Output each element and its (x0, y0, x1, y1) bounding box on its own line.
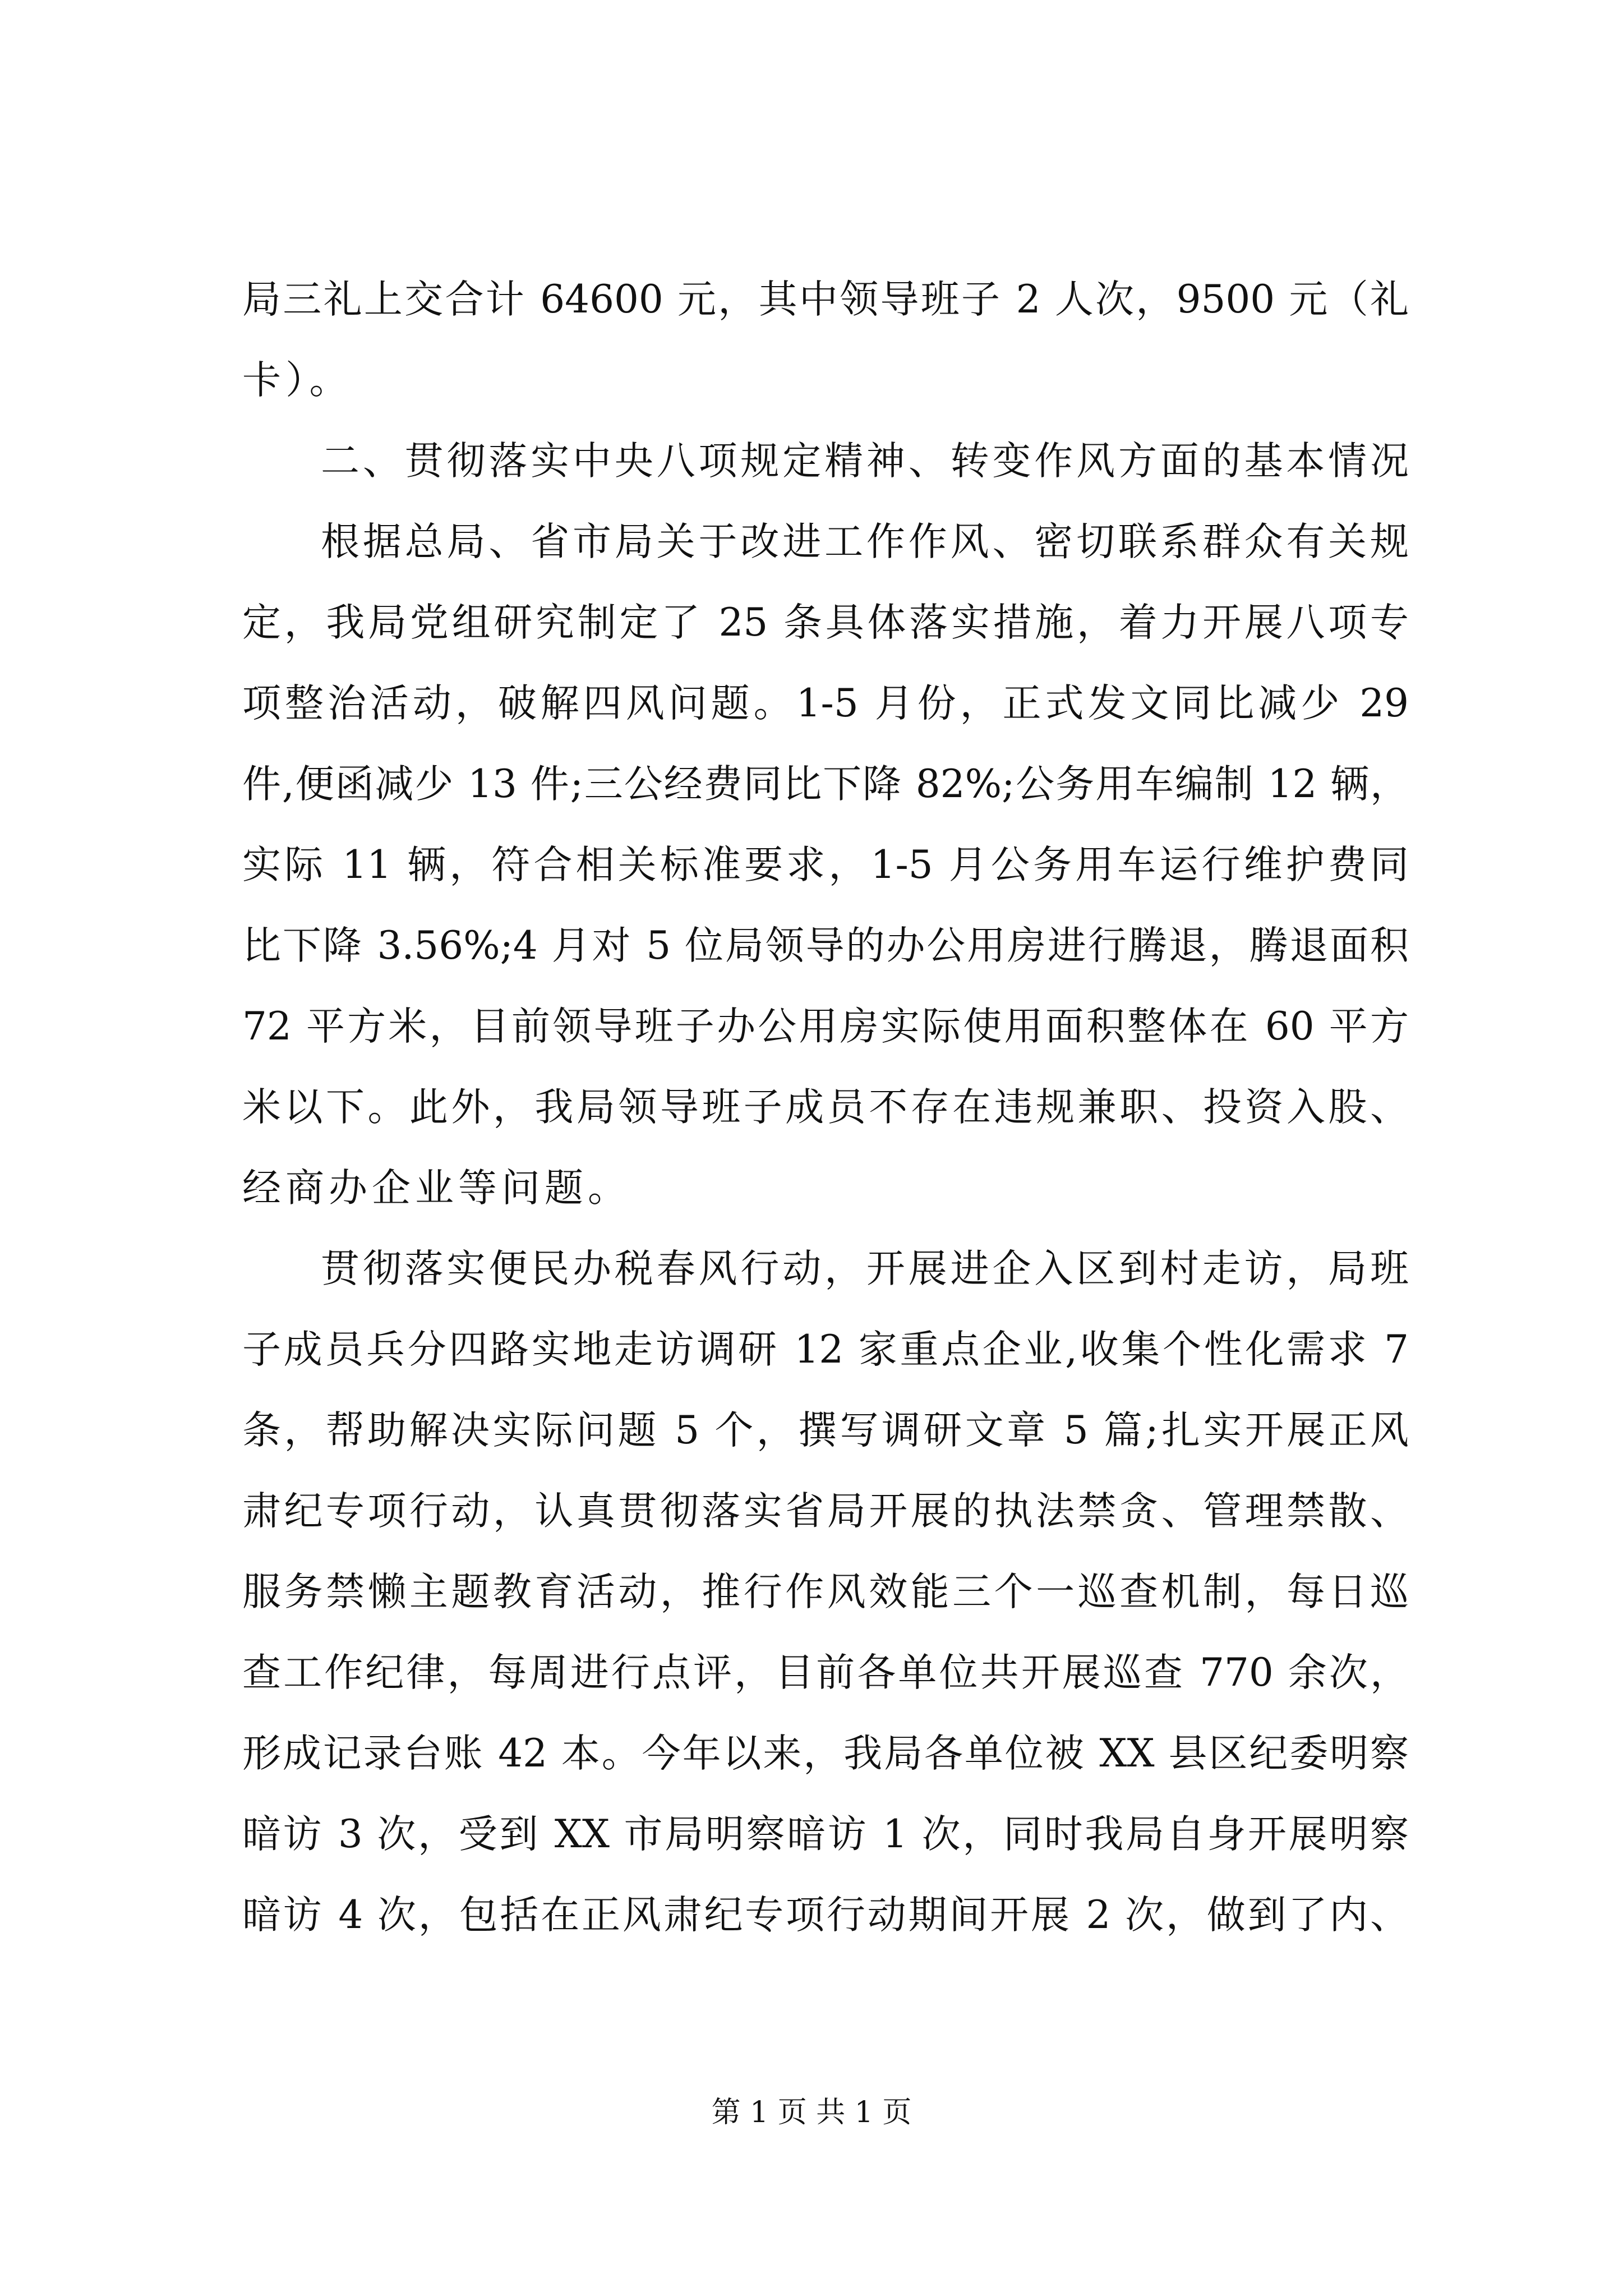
text-line: 暗访 4 次，包括在正风肃纪专项行动期间开展 2 次，做到了内、 (242, 1893, 1409, 1938)
text-line: 米以下。此外，我局领导班子成员不存在违规兼职、投资入股、 (242, 1085, 1409, 1130)
text-line: 服务禁懒主题教育活动，推行作风效能三个一巡查机制，每日巡 (242, 1570, 1409, 1614)
text-line: 子成员兵分四路实地走访调研 12 家重点企业,收集个性化需求 7 (242, 1327, 1409, 1372)
text-line: 暗访 3 次，受到 XX 市局明察暗访 1 次，同时我局自身开展明察 (242, 1812, 1409, 1857)
text-line: 实际 11 辆，符合相关标准要求，1-5 月公务用车运行维护费同 (242, 843, 1409, 887)
text-line: 查工作纪律，每周进行点评，目前各单位共开展巡查 770 余次， (242, 1650, 1409, 1695)
text-line: 根据总局、省市局关于改进工作作风、密切联系群众有关规 (321, 519, 1409, 564)
page-footer: 第 1 页 共 1 页 (711, 2096, 912, 2129)
text-line: 肃纪专项行动，认真贯彻落实省局开展的执法禁贪、管理禁散、 (242, 1489, 1409, 1534)
text-line: 定，我局党组研究制定了 25 条具体落实措施，着力开展八项专 (242, 600, 1409, 645)
text-line: 条，帮助解决实际问题 5 个，撰写调研文章 5 篇;扎实开展正风 (242, 1408, 1409, 1453)
text-line: 72 平方米，目前领导班子办公用房实际使用面积整体在 60 平方 (242, 1004, 1409, 1049)
text-line: 比下降 3.56%;4 月对 5 位局领导的办公用房进行腾退，腾退面积 (242, 923, 1409, 968)
text-line: 件,便函减少 13 件;三公经费同比下降 82%;公务用车编制 12 辆， (242, 762, 1409, 807)
text-line: 经商办企业等问题。 (242, 1166, 631, 1211)
text-line: 贯彻落实便民办税春风行动，开展进企入区到村走访，局班 (321, 1246, 1409, 1291)
text-line: 局三礼上交合计 64600 元，其中领导班子 2 人次，9500 元（礼 (242, 277, 1409, 322)
text-line: 项整治活动，破解四风问题。1-5 月份，正式发文同比减少 29 (242, 681, 1409, 726)
text-line: 卡）。 (242, 358, 353, 403)
text-line: 形成记录台账 42 本。今年以来，我局各单位被 XX 县区纪委明察 (242, 1731, 1409, 1776)
section-heading: 二、贯彻落实中央八项规定精神、转变作风方面的基本情况 (321, 439, 1409, 484)
